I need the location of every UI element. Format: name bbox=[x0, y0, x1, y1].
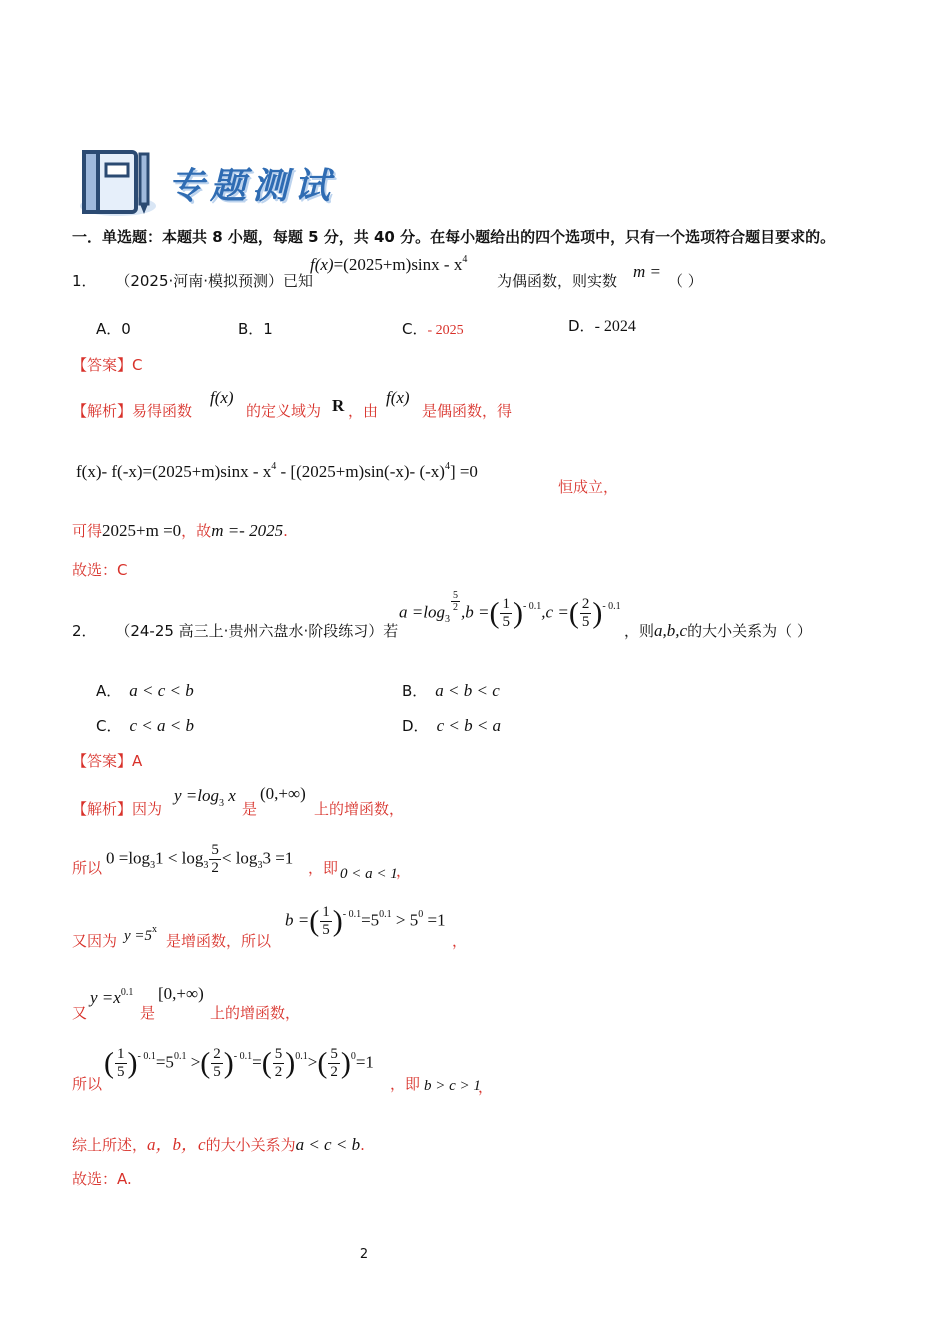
interval: [0,+∞) bbox=[158, 984, 204, 1003]
analysis-text: 所以 bbox=[72, 1075, 103, 1093]
interval: (0,+∞) bbox=[260, 784, 306, 803]
exponent: 4 bbox=[462, 254, 468, 265]
result-a: 0 < a < 1 bbox=[340, 866, 398, 882]
analysis-text: ，即 bbox=[308, 859, 339, 877]
power-function: $y =x^{0.1}$ bbox=[90, 987, 134, 1007]
question-source: （24-25 高三上·贵州六盘水·阶段练习）若 bbox=[115, 622, 399, 640]
section-heading: 一．单选题：本题共 8 小题，每题 5 分，共 40 分。在每小题给出的四个选项中，只有一个选项符合题目要求的。 bbox=[72, 228, 836, 246]
function-body: =(2025+m)sinx - x bbox=[333, 255, 463, 274]
exp-function: $y =5^x$ bbox=[124, 924, 158, 944]
page-number: 2 bbox=[359, 1247, 369, 1262]
real-set: R bbox=[332, 396, 345, 415]
option-d[interactable]: D． c < b < a bbox=[402, 716, 502, 735]
option-c[interactable]: C．- 2025 bbox=[402, 320, 464, 338]
option-a[interactable]: A． a < c < b bbox=[96, 681, 194, 700]
question-number: 1． bbox=[72, 272, 97, 290]
variable-m: m = bbox=[633, 262, 661, 281]
analysis-text: 又 bbox=[72, 1004, 88, 1022]
banner-title: 专题测试 bbox=[168, 165, 337, 207]
analysis-text: 是偶函数，得 bbox=[422, 402, 513, 420]
log-function: $y =\log_3$ x bbox=[174, 786, 236, 809]
analysis-text: 是 bbox=[242, 800, 258, 818]
analysis-text: 的定义域为 bbox=[246, 402, 322, 420]
stem-tail: 的大小关系为（ ） bbox=[687, 622, 812, 640]
question-source: （2025·河南·模拟预测）已知 bbox=[115, 272, 314, 290]
function-name: f(x) bbox=[310, 255, 334, 274]
answer-line: 【答案】C bbox=[72, 356, 143, 374]
analysis-fx: f(x) bbox=[210, 388, 234, 407]
analysis-line-1: 【解析】因为 bbox=[72, 800, 163, 818]
result-bc: b > c > 1 bbox=[424, 1078, 481, 1094]
stem-tail: ，则 bbox=[624, 622, 655, 640]
analysis-text: ， bbox=[452, 932, 468, 950]
always-holds-text: 恒成立， bbox=[558, 478, 619, 496]
abc-definition: $a =\log_3$ $\frac{5}{2}$ ,b =( $\frac{1}{5}$ )$^{- 0.1}$,c =( $\frac{2}{5}$ )$^{- 0.1}$ bbox=[399, 590, 621, 630]
option-c[interactable]: C． c < a < b bbox=[96, 716, 194, 735]
analysis-text: 是 bbox=[140, 1004, 156, 1022]
option-b[interactable]: B．1 bbox=[238, 320, 273, 338]
analysis-text: ， bbox=[396, 862, 412, 880]
stem-tail: 为偶函数，则实数 bbox=[497, 272, 618, 290]
answer-line: 【答案】A bbox=[72, 752, 143, 770]
b-comparison: b =( $\frac{1}{5}$ )$^{- 0.1}=5^{0.1} > 5^0 =1$ bbox=[285, 904, 446, 938]
analysis-text: ，由 bbox=[348, 402, 379, 420]
option-a[interactable]: A．0 bbox=[96, 320, 131, 338]
analysis-line-1: 【解析】易得函数 bbox=[72, 402, 193, 420]
power-chain: ( $\frac{1}{5}$ )$^{- 0.1}=5^{0.1}$ >( $\frac{2}{5}$ )$^{- 0.1}$=( $\frac{5}{2}$ )$^{0.1}$>( $\frac{5}{2}$ )$^0$=1 bbox=[104, 1046, 374, 1080]
analysis-text: 上的增函数， bbox=[210, 1004, 301, 1022]
log-chain: $0 =\log_31 < \log_3$ $\frac{5}{2}$ < $\log_33 =1$ bbox=[106, 842, 294, 876]
choose-line: 故选：C bbox=[72, 561, 128, 579]
summary-line: 综上所述，a，b，c的大小关系为a < c < b. bbox=[72, 1135, 365, 1154]
answer-blank: （ ） bbox=[668, 272, 703, 290]
analysis-text: ， bbox=[478, 1078, 494, 1096]
conclusion-line: 可得2025+m =0，故m =- 2025. bbox=[72, 521, 288, 540]
option-b[interactable]: B． a < b < c bbox=[402, 681, 500, 700]
question-number: 2． bbox=[72, 622, 97, 640]
abc-vars: a,b,c bbox=[654, 621, 688, 640]
analysis-text: 又因为 bbox=[72, 932, 118, 950]
option-d[interactable]: D．- 2024 bbox=[568, 317, 636, 335]
choose-line: 故选：A. bbox=[72, 1170, 132, 1188]
analysis-text: ，即 bbox=[390, 1075, 421, 1093]
even-equation: f(x)- $f(-x)=(2025+m)\sin x - x^4 - [(2025+m)\sin(-x)-$ $(-x)^4] =0$ bbox=[76, 461, 478, 481]
book-pencil-icon bbox=[78, 148, 160, 220]
analysis-fx: f(x) bbox=[386, 388, 410, 407]
analysis-text: 是增函数，所以 bbox=[166, 932, 272, 950]
analysis-text: 上的增函数， bbox=[314, 800, 405, 818]
analysis-text: 所以 bbox=[72, 859, 103, 877]
